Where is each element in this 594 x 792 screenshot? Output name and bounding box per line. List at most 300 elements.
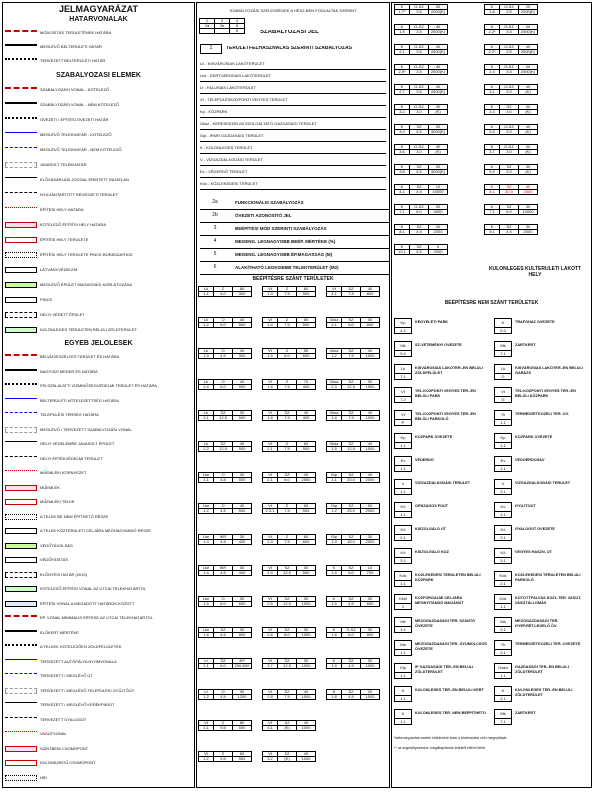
legend-swatch [5,354,37,358]
zone-cell: Vt [199,721,214,726]
nonbuilt-code: Kök [499,573,507,578]
zone-cell: Gip [327,473,342,478]
zone-cell: 3.5 [410,50,429,55]
zone-cell: O [214,318,233,323]
zone-cell: 3.2 [395,110,410,115]
nonbuilt-code-box [494,456,512,472]
nonbuilt-sub: 5.3 [495,327,511,333]
nonbuilt-code-box [494,617,512,633]
legend-item [2,452,197,467]
zone-cell: 800 [233,633,252,638]
zone-cell: 3000(K) [429,130,448,135]
legend-item [2,217,197,232]
zone-cell: 1000 [361,354,380,359]
zone-cell: 12.5 [214,416,233,421]
zone-cell: 1.3 [327,540,342,545]
zone-cell: 2500 [297,478,316,483]
zone-cell: 2000 [429,250,448,255]
zone-cell: 7.5 [278,540,297,545]
zone-code-block [394,64,448,75]
zone-cell: K [395,205,410,210]
zone-cell: 70 [297,380,316,385]
zone-cell: O [214,597,233,602]
zone-cell: 1.1 [199,478,214,483]
zone-code-block [262,317,316,328]
zone-cell: Lf [199,659,214,664]
zone-cell: 40 [297,721,316,726]
zone-cell: 40 [233,380,252,385]
zone-code-block [326,503,380,514]
zone-cell: K [395,5,410,10]
nonbuilt-sub: 1 [395,603,411,609]
function-desc: BEÉPÍTÉSI MÓD SZERINTI SZABÁLYOZÁS [235,226,327,231]
legend-item [2,307,197,322]
legend-swatch [5,485,37,491]
zone-cell: SZ [278,597,297,602]
zone-cell: 1000 [361,416,380,421]
zone-code-block [394,124,448,135]
zone-cell: K [327,690,342,695]
legend-label: MEGLÉVŐ TELEKHATÁR - KÖTELEZŐ [40,131,112,137]
zone-cell: 7.5 [278,323,297,328]
nonbuilt-code-box [394,341,412,357]
zone-cell: O-SZ [410,105,429,110]
legend-swatch [5,717,37,721]
zone-cell: SZ [410,185,429,190]
nonbuilt-code: Kö [400,527,406,532]
zone-cell: SZ [342,659,361,664]
nonbuilt-item [492,408,592,430]
zone-cell: Vt [327,287,342,292]
zone-cell: 20 [361,690,380,695]
zone-cell: Vt [263,752,278,757]
nonbuilt-item [492,362,592,384]
zone-cell: SZ [342,690,361,695]
function-desc: ÖVEZETI AZONOSÍTÓ JEL [235,213,292,218]
nonbuilt-code: K [401,688,405,693]
nonbuilt-desc: GYALOGÚT ÖVEZETE [515,527,555,531]
legend-item [2,40,197,54]
legend-label: MŰEMLÉK [40,484,60,490]
legend-label: NYILVÁNTARTOTT RÉGÉSZETI TERÜLET [40,191,118,197]
zone-cell: 2.4 [485,70,500,75]
zone-cell: Lke [199,628,214,633]
zone-code-block [484,164,538,175]
nonbuilt-code-box [394,525,412,541]
zone-cell: IKR [214,535,233,540]
zone-cell: (K) [519,90,538,95]
zone-cell: SZ [342,504,361,509]
zone-cell: 800 [361,633,380,638]
legend-swatch [5,456,37,460]
zone-code-block [198,751,252,762]
zone-cell: Gksz [327,380,342,385]
zone-cell: 7.5 [342,354,361,359]
legend-swatch [5,207,37,211]
zone-cell: 30 [361,535,380,540]
zone-cell: 4.5 [410,190,429,195]
zone-cell: 500 [233,478,252,483]
nonbuilt-code: Kö [500,527,506,532]
legend-item [2,727,197,742]
zone-cell: O-SZ [410,45,429,50]
zone-cell: O-SZ [500,65,519,70]
zone-cell: O-SZ [500,125,519,130]
zone-cell: 4000 [429,210,448,215]
legend-item [2,510,197,525]
zone-cell: Gksz [327,411,342,416]
nonbuilt-code: Kp [400,320,406,325]
zone-cell: 4.5 [342,695,361,700]
legend-label: PINCE [40,296,53,302]
zone-cell: 800 [361,323,380,328]
zone-cell: 7.5 [278,385,297,390]
legend-item [2,187,197,202]
nonbuilt-code-box [494,502,512,518]
zone-cell: Vt [263,597,278,602]
legend-label: ÉPÍTÉSI HELY TERÜLETE PINCE BORÁSZATHOZ [40,251,133,257]
zone-cell: 2000 [519,190,538,195]
legend-swatch [5,87,37,91]
zone-code-block [198,627,252,638]
nonbuilt-code: Mk [500,711,506,716]
nonbuilt-item [392,592,492,614]
zone-cell: 30 [297,566,316,571]
zone-code-block [262,658,316,669]
zone-cell: 2.4 [263,571,278,576]
zone-code-block [394,224,448,235]
zone-cell: 3.7 [485,150,500,155]
zone-cell: 12.5 [278,602,297,607]
legend-item [2,202,197,217]
landuse-item: Ev - VÉDERDŐ TERÜLET [200,166,386,178]
nonbuilt-code: Vt [401,389,405,394]
zone-cell: SZ [342,411,361,416]
zone-cell: 4.5 [342,602,361,607]
legend-swatch [5,731,37,735]
zone-cell: 3.6 [395,150,410,155]
nonbuilt-desc: IP GAZDASÁGI TER.-EN BELÜLI ZÖLDTERÜLET [415,665,474,674]
legend-label: SZINTBENI CSOMÓPONT [40,745,89,751]
legend-swatch [5,312,37,318]
zone-cell: O-SZ [500,45,519,50]
legend-label: TERVEZETT AUTÓPÁLYA NYOMVONALA [40,658,117,664]
zone-cell: 3.5 [500,50,519,55]
zone-cell: SZ [500,165,519,170]
zone-code-block [198,441,252,452]
nonbuilt-code-box [494,709,512,725]
zone-cell: Z [278,535,297,540]
nonbuilt-code: Lk [500,366,506,371]
zone-code-block [262,596,316,607]
legend-swatch [5,297,37,303]
zone-cell: 80 [297,318,316,323]
legend-item [2,611,197,626]
zone-cell: 30 [233,411,252,416]
legend-swatch [5,369,37,373]
zone-cell: 3.0 [500,170,519,175]
nonbuilt-desc: VÍZGAZDÁLKODÁSI TERÜLET [415,481,471,485]
nonbuilt-desc: KÖZPARK ÖVEZETE [415,435,453,439]
legend-label: MEGLÉVŐ TELEKHATÁR - NEM KÖTELEZŐ [40,146,122,152]
regulation-width-note: SZABÁLYOZÁSI SZÉLESSÉGEK A HÉSZ-BEN FOGLALTAK SZERINT [229,8,357,13]
zone-cell: 40 [297,752,316,757]
zone-cell: 40 [429,45,448,50]
legend-swatch [5,528,37,534]
zone-cell: Vt [263,349,278,354]
zone-cell: 2000 [361,509,380,514]
zone-cell: Z [214,287,233,292]
zone-code-block [394,184,448,195]
zone-code-block [326,565,380,576]
zone-cell: Vt [263,659,278,664]
zone-cell: 10000 [519,210,538,215]
footnote-2: ** az engedélyezéskor megállapítandó értéktől eltérni lehet [394,746,486,750]
zone-cell: 300 [233,354,252,359]
zone-cell: K [485,165,500,170]
zone-cell: 3.2 [263,757,278,762]
zone-cell: Lk [199,442,214,447]
zone-cell: Vt [263,535,278,540]
nonbuilt-desc: KÖTŐTTPÁLYÁS KÖZL.TER. VASÚT, VASÚTÁLLOMÁS [515,596,582,605]
zone-cell: 2500(K) [429,30,448,35]
nonbuilt-code: Kköl [399,596,407,601]
zone-cell: Z [278,318,297,323]
zone-cell: O-SZ [500,85,519,90]
nonbuilt-code: Kö [500,550,506,555]
nonbuilt-desc: VÉDERDŐ [415,458,434,462]
zone-code-block [484,144,538,155]
zone-cell: 800 [361,292,380,297]
nonbuilt-item [392,707,492,729]
legend-label: ÉPÍTÉSI HELY HATÁRA [40,206,84,212]
zone-cell: 40 [429,65,448,70]
zone-cell: 30 [519,205,538,210]
zone-cell: 500 [233,726,252,731]
legend-item [2,82,197,97]
zone-cell: Vt [263,473,278,478]
zone-cell: Lke [199,535,214,540]
legend-swatch [5,688,37,694]
legend-item [2,640,197,655]
zone-cell: 1.6 [263,385,278,390]
nonbuilt-sub: 4.2 [395,327,411,333]
zone-cell: 3.5 [500,70,519,75]
zone-cell: 9.5 [214,757,233,762]
nonbuilt-sub: G [495,373,511,379]
legend-label: MŰEMLÉKI TELKE [40,499,75,505]
nonbuilt-code-box [494,433,512,449]
legend-swatch [5,102,37,106]
zone-code-block [262,472,316,483]
zone-cell: 40 [361,411,380,416]
legend-swatch [5,601,37,607]
nonbuilt-item [392,500,492,522]
zone-cell: 3.4 [395,130,410,135]
zone-cell: 40 [233,504,252,509]
zone-cell: 4.5 [410,130,429,135]
nonbuilt-desc: KISZOLGÁLÓ KÖZ [415,550,449,554]
legend-label: A TELEK KÖZTERÜLETI CÉLJÁRA MEGHAGYANDÓ RÉSZE [40,528,151,534]
legend-item [2,742,197,757]
zone-cell: 1.2 [199,323,214,328]
zone-code-block [484,24,538,35]
nonbuilt-code-box [394,571,412,587]
zone-cell: 1.9 [395,30,410,35]
zone-cell: O-SZ [500,5,519,10]
zone-cell: SZ [342,442,361,447]
zone-code-block [198,472,252,483]
zone-cell: 40 [519,25,538,30]
zone-cell: 500 [233,385,252,390]
legend-item [2,568,197,583]
zone-cell: O [214,349,233,354]
legend-item [2,157,197,172]
zone-cell: 1.1 [327,323,342,328]
zone-cell: 30 [297,628,316,633]
zone-cell: SZ [278,628,297,633]
legend-swatch [5,572,37,578]
zone-cell: 9.1 [485,230,500,235]
nonbuilt-desc: KÖZLEKEDÉSI TERÜLETEN BELÜLI PARKOLÓ [515,573,581,582]
zone-cell: 1000 [297,633,316,638]
zone-cell: Gksz [327,442,342,447]
zone-cell: 600 [361,602,380,607]
zone-cell: 1000 [361,447,380,452]
zone-cell: 2500(K) [429,50,448,55]
legend-item [2,684,197,699]
nonbuilt-sub: 7.1 [495,350,511,356]
legend-swatch [5,557,37,563]
nonbuilt-sub: 2.1 [495,534,511,540]
zone-cell: 600 [233,602,252,607]
zone-cell: 8.1 [395,230,410,235]
legend-label: MEGLÉVŐ BELTERÜLETI HATÁR [40,44,102,49]
legend-swatch [5,644,37,648]
zone-cell: K [485,225,500,230]
zone-cell: 1000 [361,664,380,669]
zone-cell: K [327,597,342,602]
legend-label: BELVÍZVESZÉLYES TERÜLET ÉS HATÁRA [40,354,120,360]
zone-cell: 1.3 [199,540,214,545]
zone-cell: 40 [233,318,252,323]
zone-cell: Z [278,380,297,385]
zone-cell: 3000(K) [429,170,448,175]
zone-cell: 15.0 [342,540,361,545]
nonbuilt-sub: 5.4 [395,350,411,356]
legend-swatch [5,147,37,151]
zone-cell: 2.5* [395,70,410,75]
nonbuilt-sub: 2.1 [495,488,511,494]
zone-cell: 1000 [297,726,316,731]
zone-cell: Vt [263,566,278,571]
legend-swatch [5,615,37,619]
zone-code-block [394,44,448,55]
zone-cell: K [327,628,342,633]
zone-cell: 1.2 [199,695,214,700]
legend-swatch [5,702,37,706]
zone-code-block [326,410,380,421]
zone-cell: 3.0 [410,110,429,115]
zone-cell: 1.6 [327,633,342,638]
nonbuilt-code: Vt [501,389,505,394]
zone-cell: 30 [361,659,380,664]
legend-item [2,232,197,247]
nonbuilt-code-box [394,548,412,564]
zone-cell: SZ [410,165,429,170]
zone-cell: 1.1 [199,292,214,297]
zone-cell: K [395,145,410,150]
nonbuilt-code-box [494,594,512,610]
nonbuilt-desc: KÖZPARK ÖVEZETE [515,435,553,439]
zone-cell: 400 [233,571,252,576]
zone-cell: 4.5 [410,230,429,235]
nonbuilt-item [492,431,592,453]
nonbuilt-item [392,431,492,453]
legend-item [2,322,197,337]
nonbuilt-code-box [494,410,512,426]
legend-label: MŰEMLÉKI KÖRNYEZET [40,470,87,476]
nonbuilt-sub: 1.1 [395,695,411,701]
zone-code-block [198,565,252,576]
zone-cell: Vt [263,380,278,385]
zone-cell: 30 [429,105,448,110]
nonbuilt-code: Má [500,619,506,624]
zone-cell: O-SZ [410,205,429,210]
nonbuilt-desc: MEZŐGAZDASÁGI TER. SZÁNTÓ ÖVEZETE [415,619,476,628]
legend-label: ELŐNYÉSI HATÁR (2010) [40,571,88,577]
zone-cell: 1.3 [263,292,278,297]
zone-cell: SZ [342,473,361,478]
zone-cell: K [485,125,500,130]
zone-cell: 3.5 [410,70,429,75]
zone-cell: 1.1 [327,478,342,483]
zone-cell: Gip [327,504,342,509]
zone-cell: K [395,165,410,170]
zone-cell: 500 [233,757,252,762]
legend-label: MEGLÉVŐ / TERVEZETT SZABÁLYOZÁSI VONAL [40,426,132,432]
zone-cell: O-SZ [342,628,361,633]
legend-item [2,112,197,127]
zone-cell: 7.1 [485,210,500,215]
zone-cell: IKR [214,566,233,571]
zone-cell: (K) [278,757,297,762]
function-row [200,261,390,275]
zone-cell: 4.5 [342,664,361,669]
nonbuilt-sub: 1.1 [395,488,411,494]
nonbuilt-sub: 1.1 [495,442,511,448]
zone-cell: SZ [410,125,429,130]
nonbuilt-desc: MEZŐGAZDASÁGI TER. GYEP,RÉT,LEGELŐ ÖV. [515,619,559,628]
zone-cell: Lke [199,597,214,602]
zone-cell: 3.0 [500,150,519,155]
nonbuilt-desc: TEL.KÖZPONTI VEGYES TER.-EN BELÜLI PARKOLÓ [415,412,476,421]
zone-cell: 10.1 [395,250,410,255]
zone-code-block [326,689,380,700]
legend-label: LÁTVÁNYVÉDELEM [40,266,78,272]
zone-code-block [484,124,538,135]
zone-cell: 7.5 [278,416,297,421]
zone-cell: K [395,65,410,70]
zone-cell: 30 [429,205,448,210]
zone-cell: 2.5 [263,602,278,607]
zone-cell: 3.1 [485,90,500,95]
zone-cell: 7.5 [278,292,297,297]
legend-label: HELYI VÉDETT ÉPÜLET [40,311,85,317]
nonbuilt-code-box [394,364,412,380]
zone-code-block [484,64,538,75]
zone-cell: O-SZ [500,145,519,150]
